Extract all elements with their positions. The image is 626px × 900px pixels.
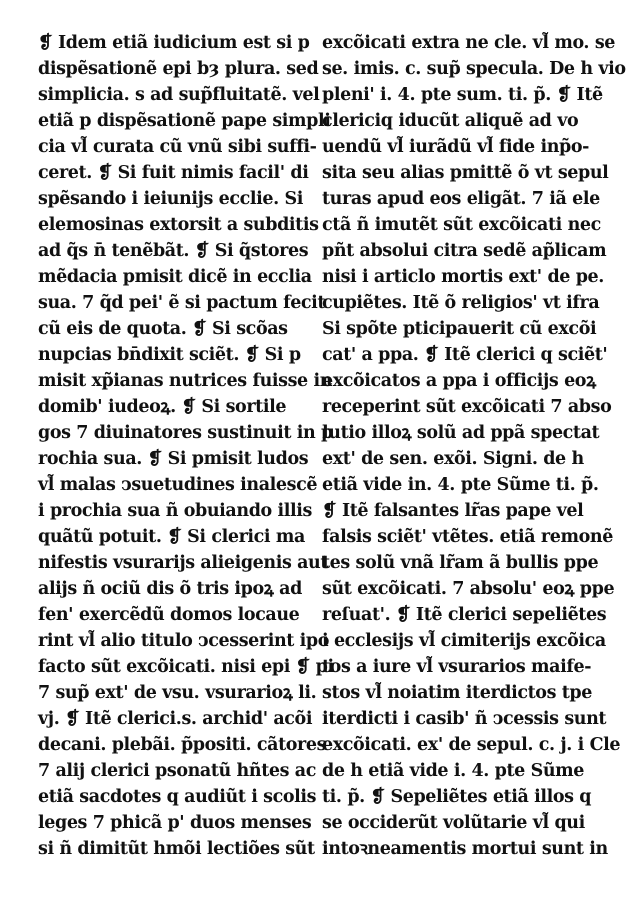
text-line: ❡ Idem etiã iudicium est si p (38, 33, 310, 53)
text-line: sita seu alias pmittẽ õ vt sepul (322, 163, 609, 183)
text-line: sũt excõicati. 7 absolu' eoꝝ ppe (322, 579, 615, 599)
text-line: elemosinas extorsit a subditis (38, 215, 319, 235)
text-line: simplicia. s ad sup̃fluitatẽ. vel (38, 85, 320, 105)
text-line: gos 7 diuinatores sustinuit in p (38, 423, 333, 443)
text-line: de h etiã vide i. 4. pte Sũme (322, 761, 585, 781)
text-line: pleni' i. 4. pte sum. ti. p̃. ❡ Itẽ (322, 85, 603, 105)
text-line: Si spõte pticipauerit cũ excõi (322, 319, 597, 339)
text-line: ctã ñ imutẽt sũt excõicati nec (322, 215, 601, 235)
text-line: stos vl̃ noiatim iterdictos tpe (322, 683, 592, 703)
text-line: vj. ❡ Itẽ clerici.s. archid' acõi (38, 709, 313, 729)
text-line: facto sũt excõicati. nisi epi ❡ pi (38, 657, 334, 677)
text-line: nupcias bn̄dixit sciẽt. ❡ Si p (38, 345, 301, 365)
text-line: cat' a ppa. ❡ Itẽ clerici q sciẽt' (322, 345, 608, 365)
text-line: nifestis vsurarijs alieigenis aut (38, 553, 329, 573)
text-line: ❡ Itẽ falsantes lr̃as pape vel (322, 501, 584, 521)
text-line: pñt absolui citra sedẽ ap̃licam (322, 241, 607, 261)
text-line: dispẽsationẽ epi bȝ plura. sed (38, 59, 319, 79)
text-line: fen' exercẽdũ domos locaue (38, 605, 300, 625)
text-line: turas apud eos eligãt. 7 iã ele (322, 189, 600, 209)
text-line: se. imis. c. sup̃ specula. De h vio (322, 59, 626, 79)
text-line: nisi i articlo mortis ext' de pe. (322, 267, 604, 287)
text-line: mẽdacia pmisit dicẽ in ecclia (38, 267, 312, 287)
text-line: etiã vide in. 4. pte Sũme ti. p̃. (322, 475, 599, 495)
text-line: rochia sua. ❡ Si pmisit ludos (38, 449, 309, 469)
text-line: ad q̃s n̄ tenẽbãt. ❡ Si q̃stores (38, 241, 309, 261)
text-line: etiã p dispẽsationẽ pape simpli (38, 111, 331, 131)
text-line: leges 7 phicã p' duos menses (38, 813, 312, 833)
text-line: rint vl̃ alio titulo ↄcesserint ipo (38, 631, 330, 651)
text-line: etiã sacdotes q audiũt i scolis (38, 787, 317, 807)
text-line: i ecclesijs vl̃ cimiterijs excõica (322, 631, 606, 651)
text-line: cũ eis de quota. ❡ Si scõas (38, 319, 288, 339)
text-line: lutio illoꝝ solũ ad ppã spectat (322, 423, 600, 443)
text-line: spẽsando i ieiunijs ecclie. Si (38, 189, 304, 209)
text-line: ceret. ❡ Si fuit nimis facil' di (38, 163, 309, 183)
text-line: 7 alij clerici psonatũ hñtes ac (38, 761, 316, 781)
text-line: ext' de sen. exõi. Signi. de h (322, 449, 584, 469)
text-line: tes solũ vnã lr̃am ã bullis ppe (322, 553, 599, 573)
text-line: i prochia sua ñ obuiando illis (38, 501, 312, 521)
text-line: si ñ dimitũt hmõi lectiões sũt (38, 839, 315, 859)
text-line: falsis sciẽt' vtẽtes. etiã remonẽ (322, 527, 613, 547)
text-line: vl̃ malas ↄsuetudines inalescẽ (38, 475, 318, 495)
text-line: se occiderũt volũtarie vl̃ qui (322, 813, 585, 833)
text-line: misit xp̃ianas nutrices fuisse in (38, 371, 333, 391)
text-line: ti. p̃. ❡ Sepeliẽtes etiã illos q (322, 787, 592, 807)
text-line: receperint sũt excõicati 7 abso (322, 397, 612, 417)
text-line: excõicati extra ne cle. vl̃ mo. se (322, 33, 615, 53)
text-line: 7 sup̃ ext' de vsu. vsurarioꝝ li. (38, 683, 317, 703)
text-line: uendũ vl̃ iurãdũ vl̃ fide inp̃o- (322, 137, 590, 157)
text-line: quãtũ potuit. ❡ Si clerici ma (38, 527, 305, 547)
text-line: cupiẽtes. Itẽ õ religios' vt ifra (322, 293, 600, 313)
text-line: alijs ñ ociũ dis õ tris ipoꝝ ad (38, 579, 302, 599)
text-line: sua. 7 q̃d pei' ẽ si pactum fecit (38, 293, 326, 313)
text-line: tos a iure vl̃ vsurarios maife- (322, 657, 592, 677)
text-line: cia vl̃ curata cũ vnũ sibi suffi- (38, 137, 317, 157)
text-line: decani. plebãi. p̃positi. cãtores (38, 735, 327, 755)
text-line: reſuat'. ❡ Itẽ clerici sepeliẽtes (322, 605, 607, 625)
text-line: intoꝛneamentis mortui sunt in (322, 839, 608, 859)
text-line: excõicati. ex' de sepul. c. j. i Cle (322, 735, 621, 755)
text-line: iterdicti i casib' ñ ↄcessis sunt (322, 709, 607, 729)
text-line: clericiq iducũt aliquẽ ad vo (322, 111, 579, 131)
column-gutter (305, 28, 306, 868)
text-line: domib' iudeoꝝ. ❡ Si sortile (38, 397, 287, 417)
text-line: excõicatos a ppa i officijs eoꝝ (322, 371, 596, 391)
